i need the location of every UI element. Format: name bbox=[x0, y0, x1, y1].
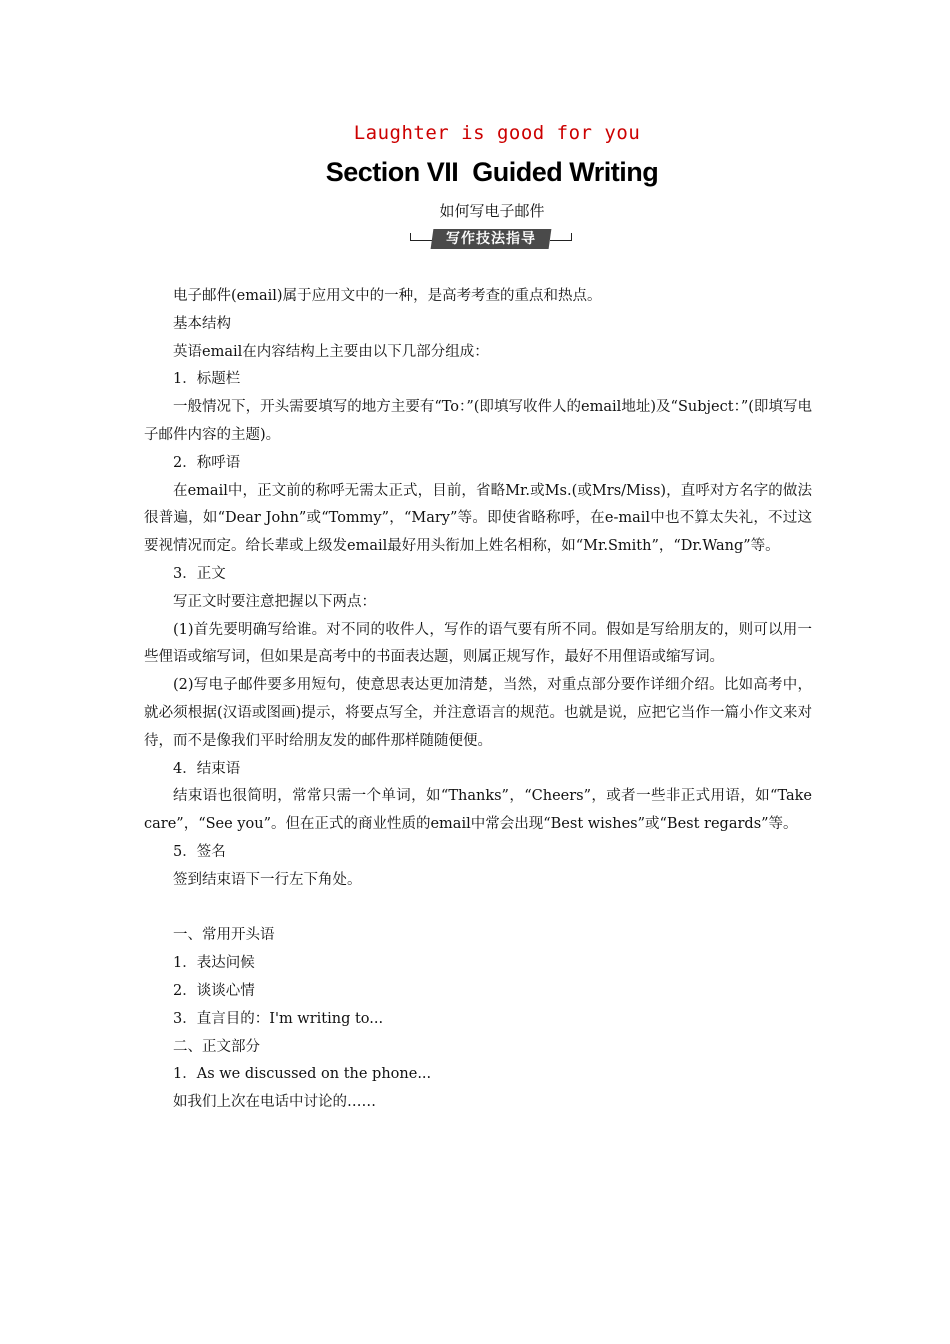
list-item: 2．谈谈心情 bbox=[173, 982, 255, 999]
paragraph: 写正文时要注意把握以下两点： bbox=[173, 593, 376, 610]
heading-body-part: 二、正文部分 bbox=[173, 1038, 260, 1055]
banner-right-line bbox=[550, 240, 572, 241]
unit-title: Laughter is good for you bbox=[353, 122, 641, 144]
heading-title-bar: 1．标题栏 bbox=[173, 371, 241, 388]
section-title: Section VII Guided Writing bbox=[325, 157, 659, 187]
heading-closing: 4．结束语 bbox=[173, 760, 241, 777]
paragraph: 在email中，正文前的称呼无需太正式，目前，省略Mr.或Ms.(或Mrs/Miss)，直呼对方名字的做法很普遍，如“Dear John”或“Tommy”，“Mary”等。即使省略称呼，在e-mail中也不算太失礼，不过这要视情况而定。给长辈或上级发email最好用头衔加上姓名相称，如“Mr.Smith”，“Dr.Wang”等。 bbox=[144, 482, 812, 555]
heading-signature: 5．签名 bbox=[173, 843, 226, 860]
subtitle: 如何写电子邮件 bbox=[439, 202, 545, 220]
paragraph: 英语email在内容结构上主要由以下几部分组成： bbox=[173, 343, 489, 360]
list-item: 1．表达问候 bbox=[173, 955, 255, 972]
heading-basic-structure: 基本结构 bbox=[173, 315, 231, 332]
paragraph: 结束语也很简明，常常只需一个单词，如“Thanks”，“Cheers”，或者一些非正式用语，如“Take care”，“See you”。但在正式的商业性质的email中常会出现“Best wishes”或“Best regards”等。 bbox=[144, 788, 812, 833]
paragraph: 签到结束语下一行左下角处。 bbox=[173, 871, 362, 888]
paragraph: (2)写电子邮件要多用短句，使意思表达更加清楚，当然，对重点部分要作详细介绍。比如高考中，就必须根据(汉语或图画)提示，将要点写全，并注意语言的规范。也就是说，应把它当作一篇小作文来对待，而不是像我们平时给朋友发的邮件那样随随便便。 bbox=[144, 677, 812, 749]
banner-writing-guide bbox=[410, 229, 572, 249]
paragraph: 如我们上次在电话中讨论的…… bbox=[173, 1094, 376, 1111]
heading-common-openings: 一、常用开头语 bbox=[173, 927, 275, 944]
blank-line bbox=[144, 895, 812, 923]
banner-left-line bbox=[410, 240, 432, 241]
paragraph: 电子邮件(email)属于应用文中的一种，是高考考查的重点和热点。 bbox=[173, 288, 602, 304]
list-item: 3．直言目的：I'm writing to... bbox=[173, 1010, 384, 1027]
list-item: 1．As we discussed on the phone... bbox=[173, 1066, 432, 1083]
banner-right-tick bbox=[571, 233, 572, 241]
banner-label: 写作技法指导 bbox=[446, 231, 536, 247]
paragraph: 一般情况下，开头需要填写的地方主要有“To：”(即填写收件人的email地址)及“Subject：”(即填写电子邮件内容的主题)。 bbox=[144, 399, 812, 443]
banner-label-box bbox=[431, 229, 552, 249]
heading-body: 3．正文 bbox=[173, 565, 226, 582]
heading-salutation: 2．称呼语 bbox=[173, 454, 241, 471]
paragraph: (1)首先要明确写给谁。对不同的收件人，写作的语气要有所不同。假如是写给朋友的，则可以用一些俚语或缩写词，但如果是高考中的书面表达题，则属正规写作，最好不用俚语或缩写词。 bbox=[144, 621, 812, 666]
body-text bbox=[144, 283, 812, 1117]
